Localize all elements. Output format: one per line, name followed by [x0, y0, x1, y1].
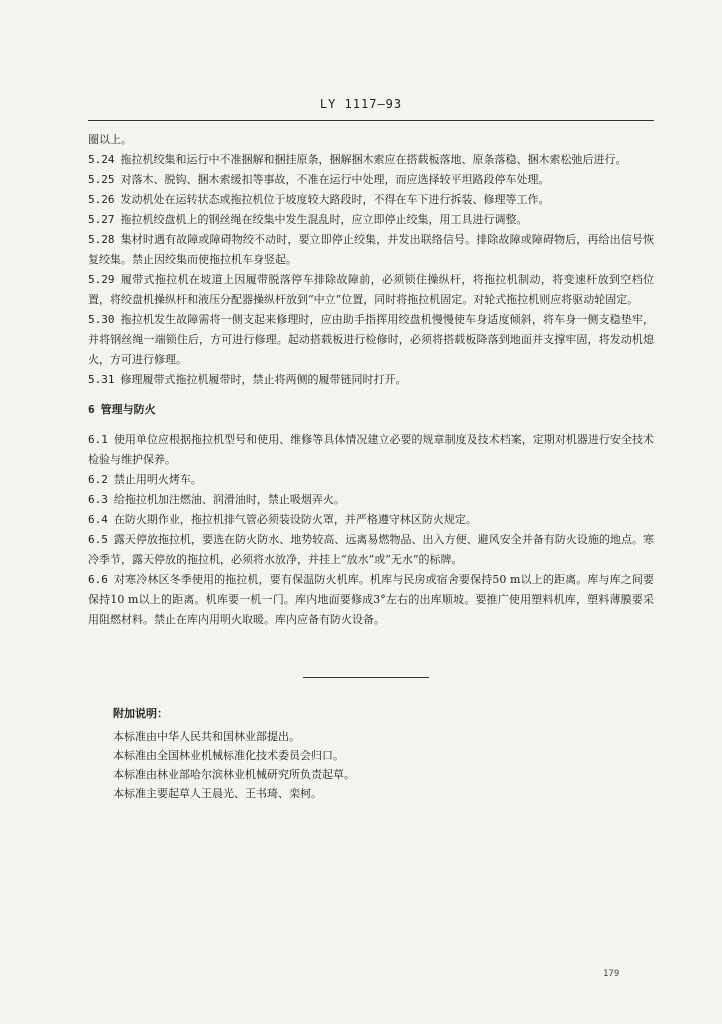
clause-6-1: 6.1 使用单位应根据拖拉机型号和使用、维修等具体情况建立必要的规章制度及技术档案，定期对机器进行安全技术检验与维护保养。: [88, 433, 654, 466]
clause-6-2: 6.2 禁止用明火烤车。: [88, 473, 202, 486]
clause-5-25: 5.25 对落木、脱钩、捆木索缓扣等事故，不准在运行中处理，而应选择较平坦路段停车处理。: [88, 173, 550, 186]
page-number: 179: [603, 969, 620, 979]
clause-6-6: 6.6 对寒冷林区冬季使用的拖拉机，要有保温防火机库。机库与民房或宿舍要保持50 m以上的距离。库与库之间要保持10 m以上的距离。机库要一机一门。库内地面要修成3°左右的出库顺坡。要推广使用塑料机库，塑料薄膜要采用阻燃材料。禁止在库内用明火取暖。库内应备有防火设备。: [88, 573, 654, 626]
end-rule: [303, 677, 429, 678]
notes-line: 本标准由全国林业机械标准化技术委员会归口。: [113, 749, 344, 762]
notes-line: 本标准由林业部哈尔滨林业机械研究所负责起草。: [113, 768, 355, 781]
notes-line: 本标准主要起草人王晨光、王书琦、栾柯。: [113, 787, 322, 800]
clause-5-28: 5.28 集材时遇有故障或障碍物绞不动时，要立即停止绞集，并发出联络信号。排除故障或障碍物后，再给出信号恢复绞集。禁止因绞集而使拖拉机车身竖起。: [88, 233, 654, 266]
clause-5-30: 5.30 拖拉机发生故障需将一侧支起来修理时，应由助手指挥用绞盘机慢慢使车身适度倾斜，将车身一侧支稳垫牢，并将钢丝绳一端锁住后，方可进行修理。起动搭载板进行检修时，必须将搭载板降落到地面并支撑牢固，将发动机熄火，方可进行修理。: [88, 313, 654, 366]
section-6-heading: 6 管理与防火: [88, 403, 156, 416]
standard-code: LY 1117—93: [319, 97, 403, 111]
body-text: [88, 130, 654, 630]
clause-5-27: 5.27 拖拉机绞盘机上的钢丝绳在绞集中发生混乱时，应立即停止绞集，用工具进行调整。: [88, 213, 528, 226]
clause-6-3: 6.3 给拖拉机加注燃油、润滑油时，禁止吸烟弄火。: [88, 493, 345, 506]
clause-5-24: 5.24 拖拉机绞集和运行中不准捆解和捆挂原条，捆解捆木索应在搭载板落地、原条落稳、捆木索松弛后进行。: [88, 153, 627, 166]
clause-5-26: 5.26 发动机处在运转状态或拖拉机位于坡度较大路段时，不得在车下进行拆装、修理等工作。: [88, 193, 550, 206]
clause-6-4: 6.4 在防火期作业，拖拉机排气管必须装设防火罩，并严格遵守林区防火规定。: [88, 513, 477, 526]
notes-line: 本标准由中华人民共和国林业部提出。: [113, 730, 300, 743]
additional-notes: [113, 704, 613, 803]
clause-6-5: 6.5 露天停放拖拉机，要选在防火防水、地势较高、远离易燃物品、出入方便、避风安全并备有防火设施的地点。寒冷季节，露天停放的拖拉机，必须将水放净，并挂上“放水”或“无水”的标牌。: [88, 533, 654, 566]
notes-title: 附加说明：: [113, 707, 168, 720]
continuation-line: 圈以上。: [88, 133, 132, 146]
header-rule: [88, 120, 654, 121]
clause-5-29: 5.29 履带式拖拉机在坡道上因履带脱落停车排除故障前，必须锁住操纵杆，将拖拉机制动，将变速杆放到空档位置，将绞盘机操纵杆和液压分配器操纵杆放到“中立”位置，同时将拖拉机固定。对轮式拖拉机则应将驱动轮固定。: [88, 273, 654, 306]
clause-5-31: 5.31 修理履带式拖拉机履带时，禁止将两侧的履带链同时打开。: [88, 373, 407, 386]
